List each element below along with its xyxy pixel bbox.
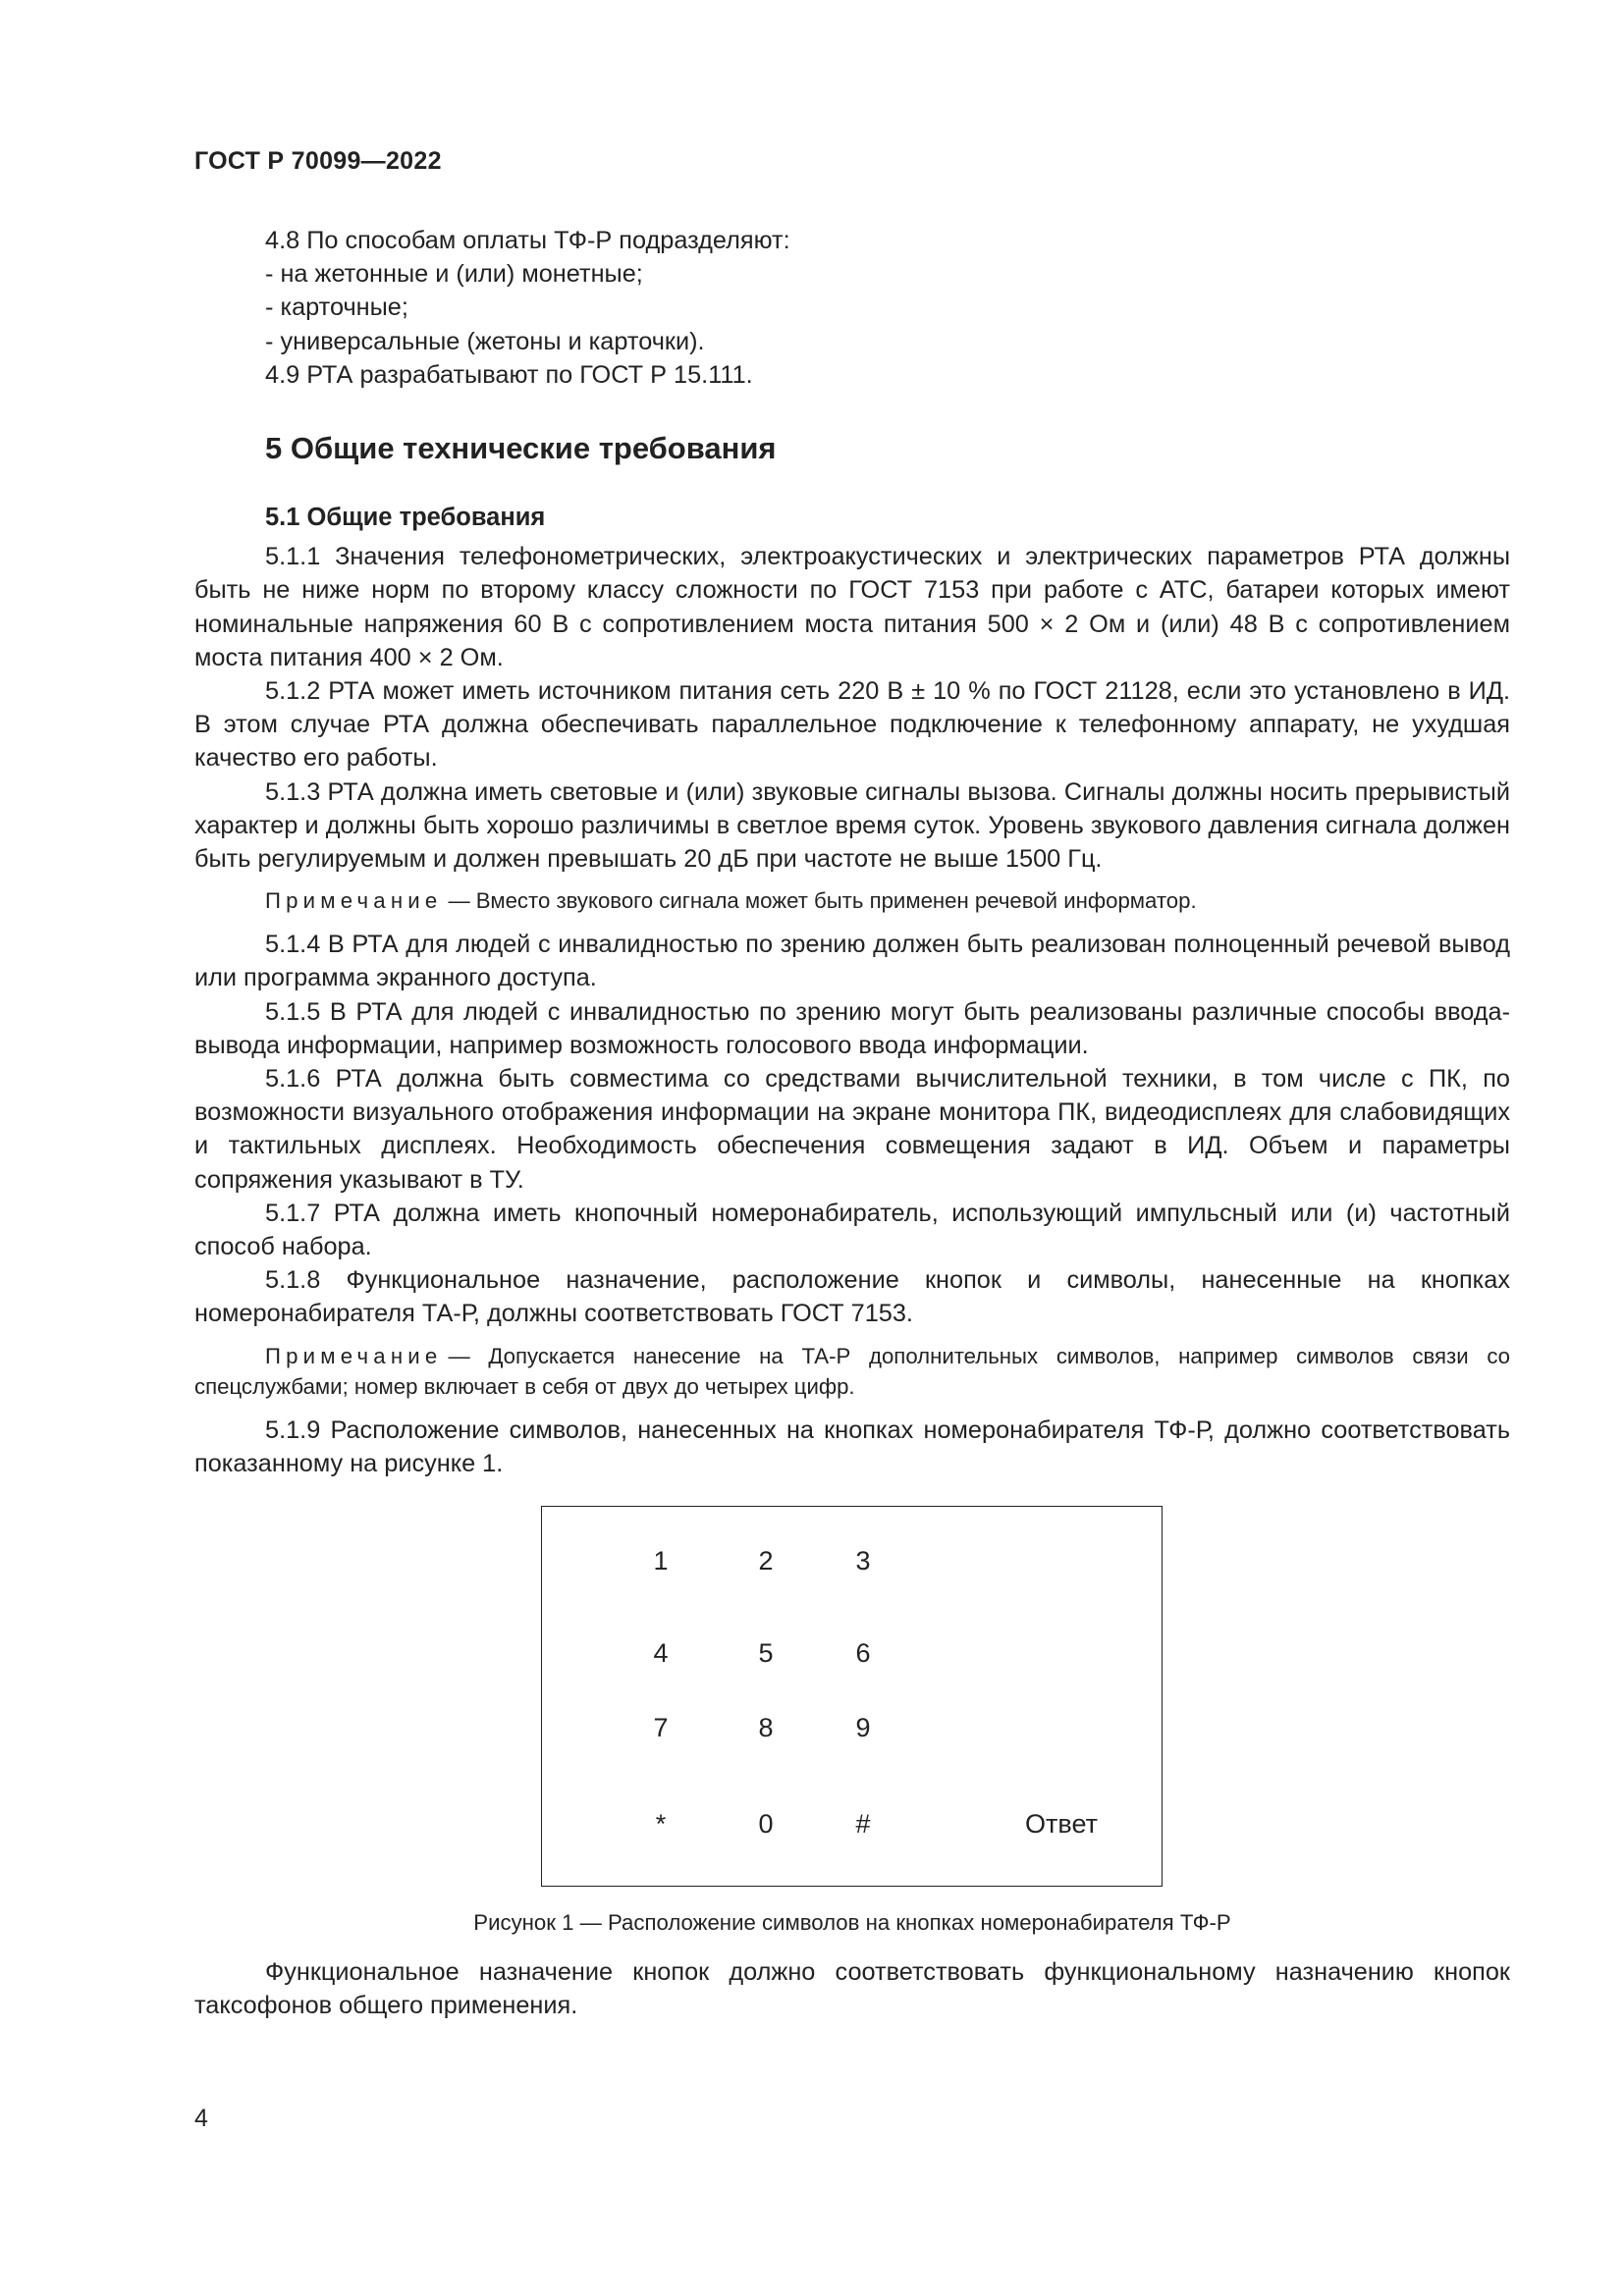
clause-5-1-1: 5.1.1 Значения телефонометрических, электроакустических и электрических параметров РТА должны быть не ниже норм по второму классу сложности по ГОСТ 7153 при работе с АТС, батареи которых имеют номинальные напряжения 60 В с сопротивлением моста питания 500 × 2 Ом и (или) 48 В с сопротивлением моста питания 400 × 2 Ом. xyxy=(194,543,1510,671)
keypad-key-hash: # xyxy=(855,1809,871,1840)
clause-5-1-6: 5.1.6 РТА должна быть совместима со средствами вычислительной техники, в том числе с ПК, по возможности визуального отображения информации на экране монитора ПК, видеодисплеях для слабовидящих и тактильных дисплеях. Необходимость обеспечения совмещения задают в ИД. Объем и параметры сопряжения указывают в ТУ. xyxy=(194,1065,1510,1194)
clause-5-1-9: 5.1.9 Расположение символов, нанесенных на кнопках номеронабирателя ТФ-Р, должно соответствовать показанному на рисунке 1. xyxy=(194,1415,1510,1477)
keypad-key-1: 1 xyxy=(653,1546,669,1576)
clause-5-1-2: 5.1.2 РТА может иметь источником питания сеть 220 В ± 10 % по ГОСТ 21128, если это установлено в ИД. В этом случае РТА должна обеспечивать параллельное подключение к телефонному аппарату, не ухудшая качество его работы. xyxy=(194,677,1510,773)
subsection-5-1-title: 5.1 Общие требования xyxy=(265,504,546,532)
note-1-label: Примечание xyxy=(265,888,443,914)
payment-list-item: - на жетонные и (или) монетные; xyxy=(265,260,643,289)
figure-1-caption: Рисунок 1 — Расположение символов на кнопках номеронабирателя ТФ-Р xyxy=(473,1910,1231,1936)
keypad-key-5: 5 xyxy=(758,1638,774,1669)
clause-5-1-4: 5.1.4 В РТА для людей с инвалидностью по зрению должен быть реализован полноценный речевой вывод или программа экранного доступа. xyxy=(194,931,1510,992)
clause-5-1-7: 5.1.7 РТА должна иметь кнопочный номеронабиратель, использующий импульсный или (и) частотный способ набора. xyxy=(194,1199,1510,1261)
keypad-key-4: 4 xyxy=(653,1638,669,1669)
keypad-key-0: 0 xyxy=(758,1809,774,1840)
clause-4-9: 4.9 РТА разрабатывают по ГОСТ Р 15.111. xyxy=(265,360,753,389)
keypad-key-answer: Ответ xyxy=(1025,1809,1098,1840)
keypad-key-9: 9 xyxy=(855,1713,871,1743)
keypad-key-star: * xyxy=(655,1809,667,1840)
keypad-figure xyxy=(541,1506,1163,1887)
note-1-text: — Вместо звукового сигнала может быть применен речевой информатор. xyxy=(448,888,1197,914)
note-2 xyxy=(194,1341,1510,1402)
clause-4-8-intro: 4.8 По способам оплаты ТФ-Р подразделяют: xyxy=(265,227,790,254)
note-1 xyxy=(194,885,1510,916)
document-body xyxy=(194,224,1510,2023)
payment-list-item: - универсальные (жетоны и карточки). xyxy=(265,327,705,355)
note-2-label: Примечание xyxy=(265,1343,443,1368)
section-5-title: 5 Общие технические требования xyxy=(265,431,777,466)
keypad-key-8: 8 xyxy=(758,1713,774,1743)
keypad-key-6: 6 xyxy=(855,1638,871,1669)
closing-paragraph: Функциональное назначение кнопок должно соответствовать функциональному назначению кнопок таксофонов общего применения. xyxy=(194,1958,1510,2020)
clause-5-1-5: 5.1.5 В РТА для людей с инвалидностью по зрению могут быть реализованы различные способы ввода-вывода информации, например возможность голосового ввода информации. xyxy=(194,997,1510,1059)
payment-list-item: - карточные; xyxy=(265,294,408,322)
page-number: 4 xyxy=(194,2105,208,2132)
clause-5-1-3: 5.1.3 РТА должна иметь световые и (или) звуковые сигналы вызова. Сигналы должны носить прерывистый характер и должны быть хорошо различимы в светлое время суток. Уровень звукового давления сигнала должен быть регулируемым и должен превышать 20 дБ при частоте не выше 1500 Гц. xyxy=(194,777,1510,874)
document-code-header: ГОСТ Р 70099—2022 xyxy=(194,147,442,175)
keypad-key-3: 3 xyxy=(855,1546,871,1576)
clause-5-1-8: 5.1.8 Функциональное назначение, расположение кнопок и символы, нанесенные на кнопках номеронабирателя ТА-Р, должны соответствовать ГОСТ 7153. xyxy=(194,1266,1510,1328)
note-2-text: — Допускается нанесение на ТА-Р дополнительных символов, например символов связи со спецслужбами; номер включает в себя от двух до четырех цифр. xyxy=(194,1343,1510,1399)
keypad-key-7: 7 xyxy=(653,1713,669,1743)
keypad-key-2: 2 xyxy=(758,1546,774,1576)
